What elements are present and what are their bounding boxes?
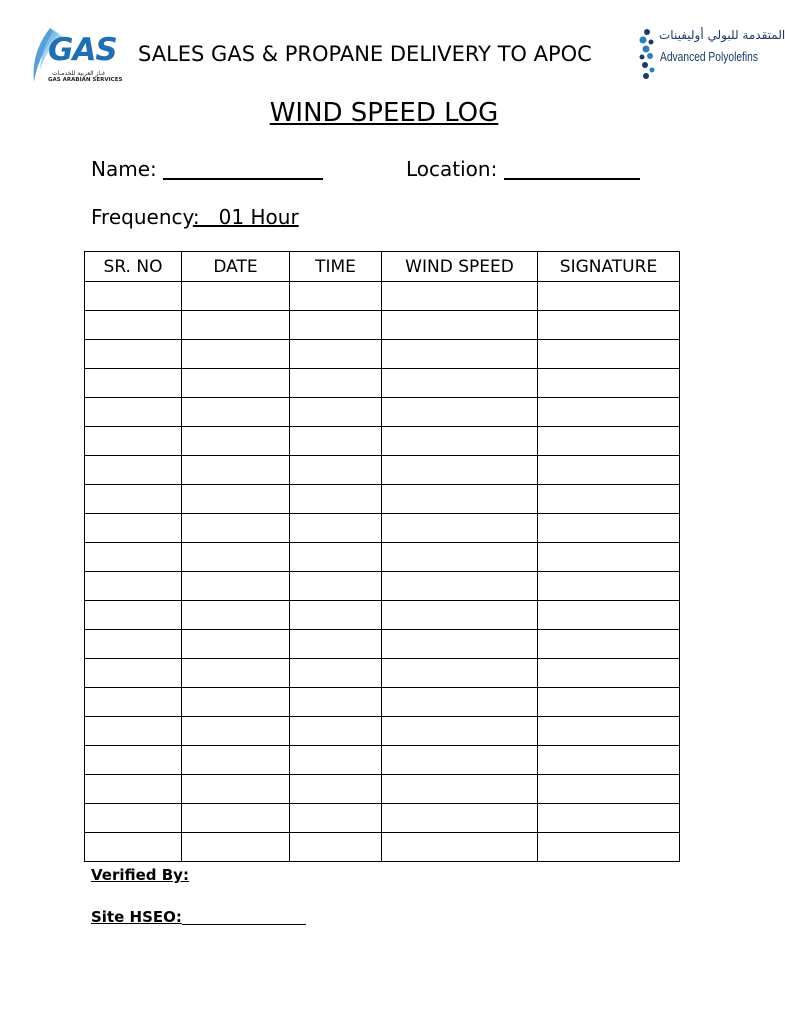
table-cell bbox=[382, 282, 538, 311]
table-cell bbox=[538, 630, 680, 659]
table-cell bbox=[182, 804, 290, 833]
table-cell bbox=[290, 688, 382, 717]
column-header-wind-speed: WIND SPEED bbox=[382, 252, 538, 282]
table-row bbox=[85, 717, 680, 746]
table-cell bbox=[290, 340, 382, 369]
location-field bbox=[406, 157, 640, 181]
table-cell bbox=[182, 688, 290, 717]
table-cell bbox=[382, 630, 538, 659]
table-cell bbox=[382, 311, 538, 340]
table-cell bbox=[85, 659, 182, 688]
location-blank bbox=[504, 158, 640, 180]
table-cell bbox=[182, 543, 290, 572]
table-cell bbox=[290, 630, 382, 659]
table-row bbox=[85, 340, 680, 369]
table-cell bbox=[85, 340, 182, 369]
table-cell bbox=[290, 833, 382, 862]
table-cell bbox=[538, 717, 680, 746]
logo-gas-english: GAS ARABIAN SERVICES bbox=[48, 77, 123, 83]
table-cell bbox=[382, 456, 538, 485]
gas-arabian-services-logo bbox=[28, 26, 123, 86]
frequency-field bbox=[91, 205, 299, 229]
table-cell bbox=[182, 282, 290, 311]
table-row bbox=[85, 804, 680, 833]
table-cell bbox=[538, 340, 680, 369]
table-cell bbox=[382, 572, 538, 601]
table-cell bbox=[538, 659, 680, 688]
table-cell bbox=[290, 543, 382, 572]
table-cell bbox=[538, 601, 680, 630]
table-header-row bbox=[85, 252, 680, 282]
table-cell bbox=[290, 572, 382, 601]
table-cell bbox=[85, 456, 182, 485]
table-cell bbox=[85, 601, 182, 630]
table-cell bbox=[382, 485, 538, 514]
table-row bbox=[85, 543, 680, 572]
table-cell bbox=[382, 717, 538, 746]
column-header-sr-no: SR. NO bbox=[85, 252, 182, 282]
table-row bbox=[85, 398, 680, 427]
site-hseo-field bbox=[91, 908, 306, 926]
table-cell bbox=[382, 427, 538, 456]
frequency-value: : 01 Hour bbox=[192, 205, 299, 229]
table-row bbox=[85, 572, 680, 601]
table-cell bbox=[85, 514, 182, 543]
table-cell bbox=[538, 369, 680, 398]
table-cell bbox=[382, 340, 538, 369]
table-cell bbox=[382, 543, 538, 572]
wind-speed-log-table bbox=[84, 251, 680, 862]
table-cell bbox=[290, 282, 382, 311]
site-hseo-label: Site HSEO: bbox=[91, 908, 182, 926]
table-cell bbox=[85, 630, 182, 659]
table-cell bbox=[290, 746, 382, 775]
logo-gas-word: GAS bbox=[48, 32, 117, 68]
table-cell bbox=[382, 514, 538, 543]
table-cell bbox=[382, 601, 538, 630]
table-cell bbox=[85, 282, 182, 311]
table-cell bbox=[182, 630, 290, 659]
table-cell bbox=[538, 311, 680, 340]
table-cell bbox=[182, 746, 290, 775]
table-cell bbox=[85, 572, 182, 601]
table-cell bbox=[85, 746, 182, 775]
table-cell bbox=[182, 369, 290, 398]
table-cell bbox=[85, 369, 182, 398]
molecule-icon bbox=[637, 26, 659, 86]
table-cell bbox=[538, 804, 680, 833]
table-cell bbox=[290, 804, 382, 833]
table-cell bbox=[538, 543, 680, 572]
table-cell bbox=[538, 746, 680, 775]
table-cell bbox=[538, 833, 680, 862]
table-row bbox=[85, 282, 680, 311]
header-title: SALES GAS & PROPANE DELIVERY TO APOC bbox=[138, 42, 592, 66]
table-cell bbox=[290, 485, 382, 514]
table-cell bbox=[538, 427, 680, 456]
table-cell bbox=[290, 311, 382, 340]
table-cell bbox=[182, 311, 290, 340]
table-row bbox=[85, 427, 680, 456]
table-cell bbox=[85, 833, 182, 862]
table-cell bbox=[382, 369, 538, 398]
table-cell bbox=[182, 456, 290, 485]
table-cell bbox=[182, 833, 290, 862]
table-cell bbox=[85, 543, 182, 572]
table-row bbox=[85, 514, 680, 543]
column-header-signature: SIGNATURE bbox=[538, 252, 680, 282]
table-cell bbox=[382, 833, 538, 862]
document-title: WIND SPEED LOG bbox=[269, 98, 499, 128]
table-cell bbox=[85, 311, 182, 340]
table-cell bbox=[85, 717, 182, 746]
table-cell bbox=[538, 775, 680, 804]
table-row bbox=[85, 833, 680, 862]
table-cell bbox=[290, 456, 382, 485]
table-cell bbox=[182, 717, 290, 746]
table-row bbox=[85, 659, 680, 688]
location-label: Location: bbox=[406, 157, 498, 181]
table-cell bbox=[182, 659, 290, 688]
table-cell bbox=[85, 688, 182, 717]
frequency-label: Frequency bbox=[91, 205, 193, 229]
table-cell bbox=[538, 282, 680, 311]
table-row bbox=[85, 775, 680, 804]
table-row bbox=[85, 688, 680, 717]
logo-apoc-english: Advanced Polyolefins bbox=[660, 50, 759, 64]
table-cell bbox=[85, 485, 182, 514]
table-cell bbox=[382, 746, 538, 775]
table-cell bbox=[382, 775, 538, 804]
table-cell bbox=[182, 340, 290, 369]
site-hseo-blank bbox=[182, 910, 306, 925]
table-cell bbox=[182, 427, 290, 456]
table-cell bbox=[85, 427, 182, 456]
table-cell bbox=[538, 572, 680, 601]
table-cell bbox=[290, 514, 382, 543]
advanced-polyolefins-logo bbox=[637, 26, 785, 86]
name-field bbox=[91, 157, 323, 181]
table-cell bbox=[538, 485, 680, 514]
table-cell bbox=[290, 398, 382, 427]
table-cell bbox=[182, 601, 290, 630]
table-cell bbox=[538, 688, 680, 717]
table-cell bbox=[382, 659, 538, 688]
table-cell bbox=[382, 688, 538, 717]
column-header-time: TIME bbox=[290, 252, 382, 282]
table-cell bbox=[538, 456, 680, 485]
table-row bbox=[85, 485, 680, 514]
table-cell bbox=[290, 427, 382, 456]
table-cell bbox=[290, 659, 382, 688]
table-row bbox=[85, 311, 680, 340]
table-cell bbox=[182, 572, 290, 601]
table-cell bbox=[290, 369, 382, 398]
table-cell bbox=[382, 398, 538, 427]
logo-gas-arabic: غـاز العربية للخدمـات bbox=[52, 70, 106, 77]
table-cell bbox=[182, 514, 290, 543]
table-cell bbox=[382, 804, 538, 833]
table-body bbox=[85, 282, 680, 862]
table-cell bbox=[85, 775, 182, 804]
table-cell bbox=[182, 775, 290, 804]
table-row bbox=[85, 746, 680, 775]
table-cell bbox=[290, 717, 382, 746]
table-cell bbox=[538, 398, 680, 427]
verified-by-label: Verified By: bbox=[91, 866, 189, 884]
table-cell bbox=[182, 398, 290, 427]
table-cell bbox=[290, 775, 382, 804]
table-row bbox=[85, 630, 680, 659]
column-header-date: DATE bbox=[182, 252, 290, 282]
table-cell bbox=[290, 601, 382, 630]
name-blank bbox=[163, 158, 323, 180]
table-cell bbox=[182, 485, 290, 514]
table-cell bbox=[85, 804, 182, 833]
table-row bbox=[85, 601, 680, 630]
table-cell bbox=[538, 514, 680, 543]
logo-apoc-arabic: المتقدمة للبولي أوليفينات bbox=[659, 28, 785, 42]
table-row bbox=[85, 369, 680, 398]
name-label: Name: bbox=[91, 157, 157, 181]
table-cell bbox=[85, 398, 182, 427]
table-row bbox=[85, 456, 680, 485]
